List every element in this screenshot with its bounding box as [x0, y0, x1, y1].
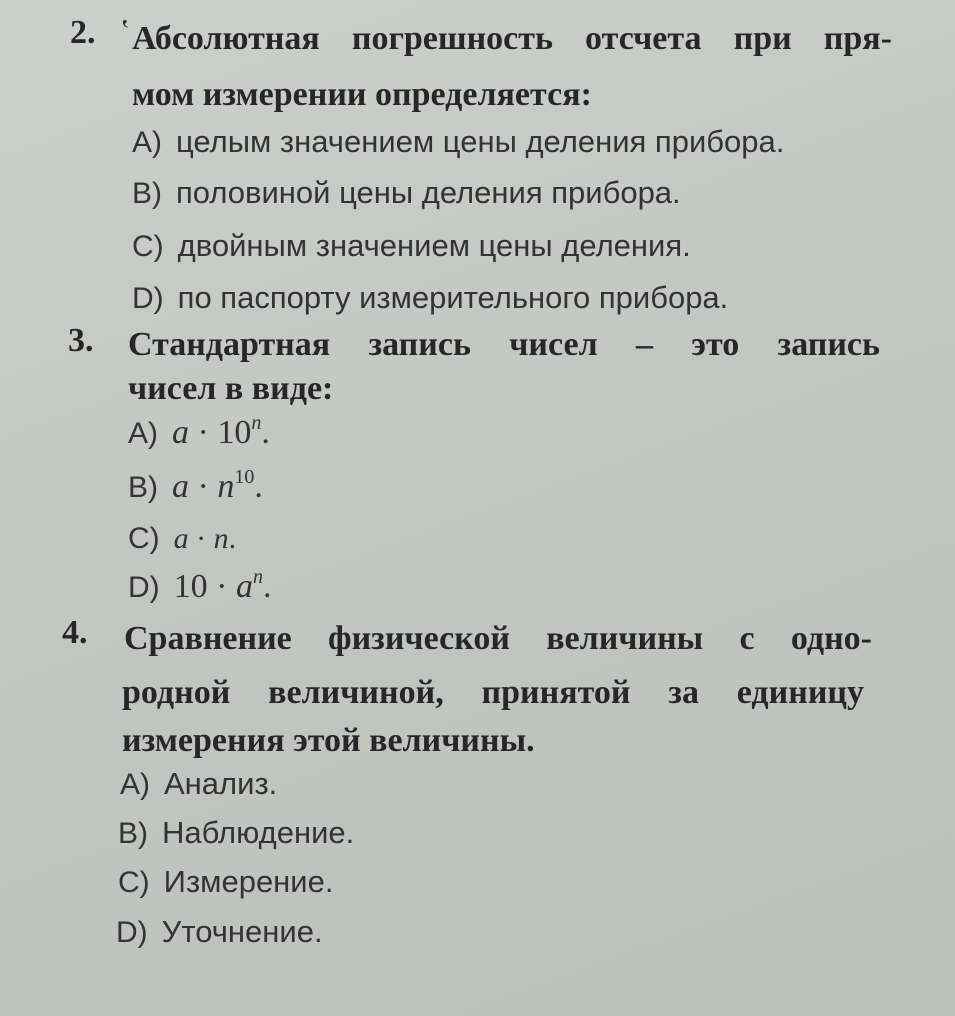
question-text-line: Абсолютная погрешность отсчета при пря- [132, 20, 892, 57]
option-text: Уточнение. [161, 914, 323, 949]
question-text-line: мом измерении определяется: [132, 76, 592, 113]
answer-option-c [118, 864, 333, 901]
option-formula: $10 \cdot a^n$. [173, 566, 272, 605]
option-text: Измерение. [163, 864, 334, 899]
option-letter: B) [118, 817, 148, 850]
answer-option-b [118, 815, 354, 852]
option-letter: D) [132, 282, 164, 315]
option-text: Анализ. [164, 766, 278, 801]
answer-option-c [128, 520, 236, 557]
option-letter: A) [132, 126, 162, 159]
option-letter: D) [116, 916, 148, 949]
answer-option-a [132, 124, 784, 161]
question-text-line: чисел в виде: [128, 370, 334, 407]
option-text: по паспорту измерительного прибора. [177, 280, 729, 315]
answer-option-a [120, 766, 277, 803]
answer-option-a [128, 414, 270, 452]
option-letter: B) [132, 177, 162, 210]
question-number: 4. [62, 614, 88, 651]
option-text: половиной цены деления прибора. [176, 175, 681, 210]
option-formula: $a \cdot n^{10}$. [172, 466, 263, 505]
question-number: 3. [68, 322, 94, 359]
question-text-line: родной величиной, принятой за единицу [122, 674, 864, 711]
option-text: целым значением цены деления прибора. [176, 124, 785, 159]
option-letter: A) [120, 768, 150, 801]
answer-option-d [116, 914, 323, 951]
option-letter: A) [128, 417, 158, 450]
option-text: двойным значением цены деления. [177, 228, 691, 263]
option-letter: B) [128, 471, 158, 504]
option-letter: C) [132, 230, 164, 263]
answer-option-c [132, 228, 691, 265]
option-formula: a · n. [173, 522, 237, 555]
question-text-line: Стандартная запись чисел – это запись [128, 326, 880, 363]
option-text: Наблюдение. [162, 815, 355, 850]
answer-option-d [132, 280, 728, 317]
option-letter: D) [128, 571, 160, 604]
question-text-line: Сравнение физической величины с одно- [124, 620, 872, 657]
question-prefix-mark: ʽ [120, 14, 130, 47]
question-text-line: измерения этой величины. [122, 722, 535, 759]
option-formula: $a \cdot 10^n$. [172, 412, 270, 451]
answer-option-b [128, 468, 263, 506]
option-letter: C) [128, 522, 160, 555]
answer-option-d [128, 568, 271, 606]
answer-option-b [132, 175, 681, 212]
option-letter: C) [118, 866, 150, 899]
question-number: 2. [70, 14, 96, 51]
